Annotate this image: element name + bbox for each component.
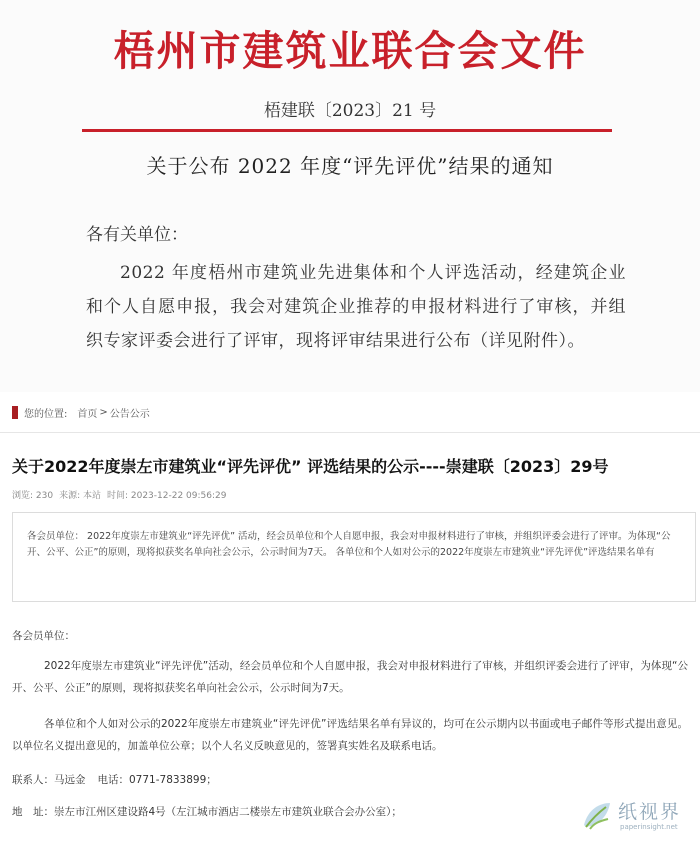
publish-time: 时间: 2023-12-22 09:56:29 [106,491,227,501]
article-source: 来源: 本站 [59,491,101,501]
view-count: 浏览: 230 [12,491,54,501]
location-icon [12,406,18,419]
article-meta [12,488,226,501]
notice-body: 2022 年度梧州市建筑业先进集体和个人评选活动，经建筑企业和个人自愿申报，我会对建筑企业推荐的申报材料进行了审核，并组织专家评委会进行了评审，现将评审结果进行公布（详见附件）。 [86,263,626,351]
leaf-logo-icon [580,799,614,833]
watermark-name: 纸视界 [618,801,682,823]
watermark-logo [580,797,692,835]
breadcrumb-label: 您的位置: [24,408,68,420]
breadcrumb [0,392,700,433]
breadcrumb-section-link[interactable]: 公告公示 [109,408,150,420]
article-paragraph: 2022年度崇左市建筑业“评先评优”活动，经会员单位和个人自愿申报，我会对申报材料进行了审核，并组织评委会进行了评审，为体现“公开、公平、公正”的原则，现将拟获奖名单向社会公示，公示时间为7天。 [12,660,688,694]
article-title: 关于2022年度崇左市建筑业“评先评优” 评选结果的公示----崇建联〔2023〕29号 [12,457,609,476]
chongzuo-announcement-page [0,392,700,843]
summary-text: 各会员单位： 2022年度崇左市建筑业“评先评优” 活动，经会员单位和个人自愿申报，我会对申报材料进行了审核，并组织评委会进行了评审。为体现“公开、公平、公正”的原则，现将拟获奖名单向社会公示，公示时间为7天。 各单位和个人如对公示的2022年度崇左市建筑业“评先评优”评选结果名单有 [27,531,671,558]
salutation: 各有关单位： [86,225,188,245]
article-paragraph: 各单位和个人如对公示的2022年度崇左市建筑业“评先评优”评选结果名单有异议的，均可在公示期内以书面或电子邮件等形式提出意见。以单位名义提出意见的，加盖单位公章；以个人名义反映意见的，签署真实姓名及联系电话。 [12,718,688,752]
breadcrumb-separator: > [99,406,108,418]
contact-row [12,772,217,787]
breadcrumb-home-link[interactable]: 首页 [77,408,98,420]
notice-title: 关于公布 2022 年度“评先评优”结果的通知 [146,154,554,178]
article-greeting: 各会员单位： [12,630,75,642]
contact-phone: 电话：0771-7833899； [97,774,217,786]
document-number: 梧建联〔2023〕21 号 [263,101,437,121]
wuzhou-notice-document [0,0,700,392]
contact-person: 联系人：马远金 [12,774,86,786]
watermark-url: paperinsight.net [620,823,678,831]
red-divider [82,129,612,132]
document-header: 梧州市建筑业联合会文件 [113,27,587,75]
summary-box [12,512,696,602]
contact-address: 地 址：崇左市江州区建设路4号（左江城市酒店二楼崇左市建筑业联合会办公室）； [12,806,402,818]
